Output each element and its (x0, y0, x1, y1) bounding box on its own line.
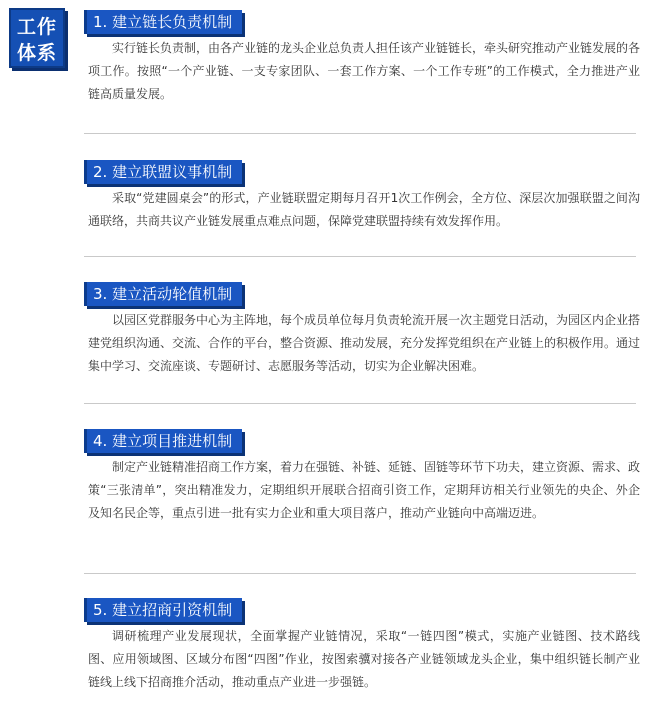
section-5-title: 5. 建立招商引资机制 (84, 598, 242, 622)
divider (84, 256, 636, 257)
section-5-body: 调研梳理产业发展现状，全面掌握产业链情况，采取“一链四图”模式，实施产业链图、技术路线图、应用领域图、区域分布图“四图”作业，按图索骥对接各产业链领域龙头企业，集中组织链长制产业链线上线下招商推介活动，推动重点产业进一步强链。 (88, 629, 640, 689)
section-4-body: 制定产业链精准招商工作方案，着力在强链、补链、延链、固链等环节下功夫，建立资源、需求、政策“三张清单”，突出精准发力，定期组织开展联合招商引资工作，定期拜访相关行业领先的央企、外企及知名民企等，重点引进一批有实力企业和重大项目落户，推动产业链向中高端迈进。 (88, 460, 641, 520)
badge-line-1: 工作 (16, 16, 57, 38)
section-5 (84, 598, 640, 694)
work-system-badge (9, 8, 65, 68)
divider (84, 133, 636, 134)
section-3 (84, 282, 640, 378)
section-1-title: 1. 建立链长负责机制 (84, 10, 242, 34)
badge-line-2: 体系 (16, 42, 57, 64)
section-1 (84, 10, 640, 106)
divider (84, 573, 636, 574)
divider (84, 403, 636, 404)
section-1-body: 实行链长负责制，由各产业链的龙头企业总负责人担任该产业链链长，牵头研究推动产业链发展的各项工作。按照“一个产业链、一支专家团队、一套工作方案、一个工作专班”的工作模式，全力推进产业链高质量发展。 (88, 41, 641, 101)
section-2 (84, 160, 640, 233)
section-4 (84, 429, 640, 525)
section-4-title: 4. 建立项目推进机制 (84, 429, 242, 453)
section-2-title: 2. 建立联盟议事机制 (84, 160, 242, 184)
section-2-body: 采取“党建圆桌会”的形式，产业链联盟定期每月召开1次工作例会，全方位、深层次加强联盟之间沟通联络，共商共议产业链发展重点难点问题，保障党建联盟持续有效发挥作用。 (88, 191, 640, 228)
section-3-title: 3. 建立活动轮值机制 (84, 282, 242, 306)
section-3-body: 以园区党群服务中心为主阵地，每个成员单位每月负责轮流开展一次主题党日活动，为园区内企业搭建党组织沟通、交流、合作的平台，整合资源、推动发展，充分发挥党组织在产业链上的积极作用。通过集中学习、交流座谈、专题研讨、志愿服务等活动，切实为企业解决困难。 (88, 313, 641, 373)
